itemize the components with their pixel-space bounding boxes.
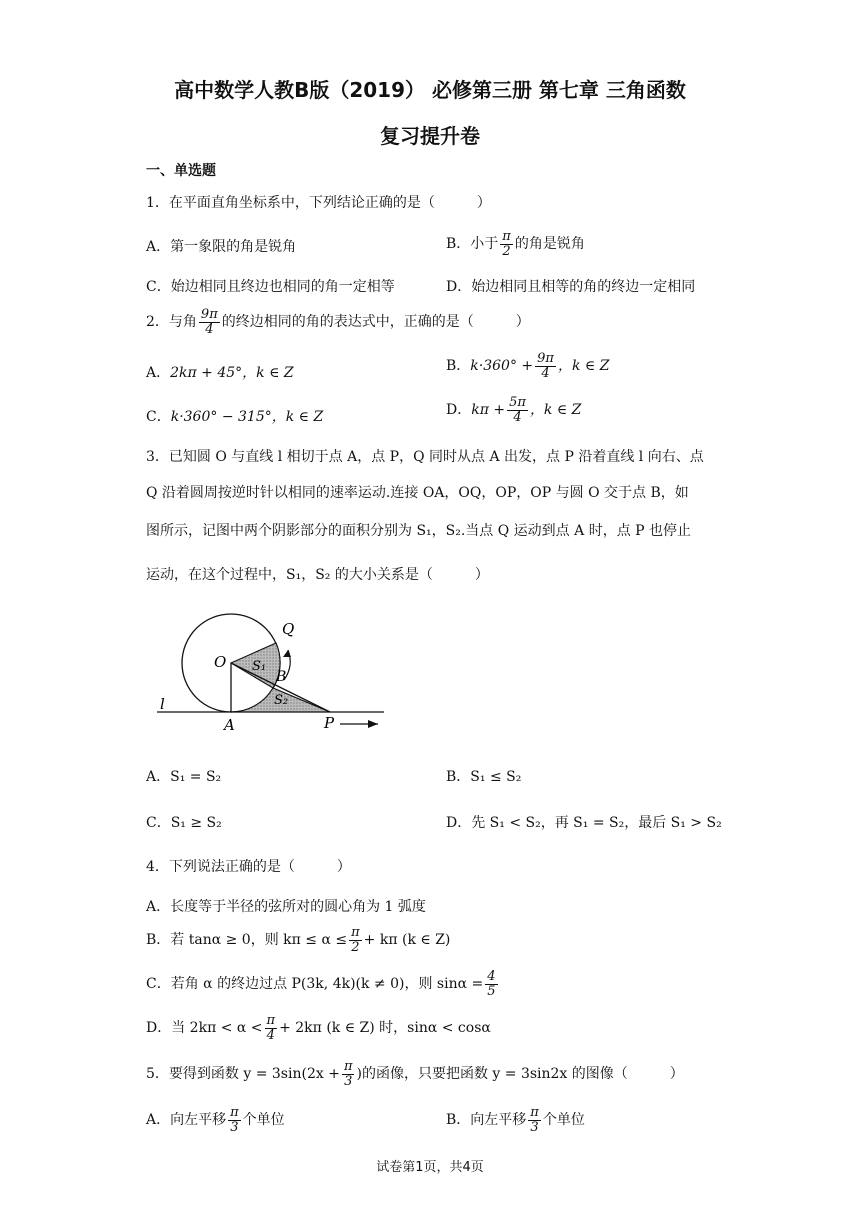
- fraction: $\frac{\pi}{3}$: [343, 1059, 353, 1089]
- label-q: Q: [282, 620, 295, 638]
- label-o: O: [214, 653, 227, 671]
- label-a: A: [224, 716, 235, 734]
- q5-option-b: B．向左平移 $\frac{\pi}{3}$ 个单位: [446, 1105, 585, 1135]
- fraction: $\frac{\pi}{3}$: [530, 1105, 539, 1135]
- q3-option-c: C．S₁ ≥ S₂: [146, 815, 222, 831]
- q1-option-c: C．始边相同且终边也相同的角一定相等: [146, 279, 395, 295]
- label-s1: S₁: [252, 659, 267, 674]
- q3-stem-line-2: Q 沿着圆周按逆时针以相同的速率运动.连接 OA，OQ，OP，OP 与圆 O 交于点 B，如: [146, 485, 689, 501]
- fraction: $\frac{5\pi}{4}$: [509, 395, 526, 425]
- fraction: $\frac{\pi}{4}$: [266, 1013, 276, 1043]
- page-title: 高中数学人教B版（2019） 必修第三册 第七章 三角函数: [174, 78, 686, 102]
- fraction: $\frac{\pi}{3}$: [230, 1105, 239, 1135]
- q2-option-d: D．kπ + $\frac{5\pi}{4}$ ，k ∈ Z: [446, 395, 582, 425]
- fraction: $\frac{\pi}{2}$: [351, 925, 360, 955]
- q3-stem-line-3: 图所示，记图中两个阴影部分的面积分别为 S₁，S₂.当点 Q 运动到点 A 时，点 P 也停止: [146, 523, 692, 539]
- q3-figure: [152, 606, 392, 745]
- fraction: $\frac{4}{5}$: [487, 969, 496, 999]
- label-p: P: [324, 714, 335, 732]
- q4-option-d: D．当 2kπ < α < $\frac{\pi}{4}$ + 2kπ (k ∈ Z) 时，sinα < cosα: [146, 1013, 491, 1043]
- label-l: l: [160, 695, 165, 713]
- q1-stem: 1．在平面直角坐标系中，下列结论正确的是（ ）: [146, 195, 491, 211]
- label-s2: S₂: [274, 693, 289, 708]
- q3-stem-line-4: 运动，在这个过程中，S₁，S₂ 的大小关系是（ ）: [146, 567, 489, 583]
- q1-option-a: A．第一象限的角是锐角: [146, 239, 297, 255]
- label-b: B: [276, 669, 287, 685]
- q3-option-a: A．S₁ = S₂: [146, 769, 222, 785]
- q5-stem: 5．要得到函数 y = 3sin(2x + $\frac{\pi}{3}$ )的函像，只要把函数 y = 3sin2x 的图像（ ）: [146, 1059, 684, 1089]
- q5-option-a: A．向左平移 $\frac{\pi}{3}$ 个单位: [146, 1105, 285, 1135]
- q4-option-c: C．若角 α 的终边过点 P(3k, 4k)(k ≠ 0)，则 sinα = $\frac{4}{5}$: [146, 969, 496, 999]
- q4-option-b: B．若 tanα ≥ 0，则 kπ ≤ α ≤ $\frac{\pi}{2}$ + kπ (k ∈ Z): [146, 925, 451, 955]
- fraction: $\frac{9\pi}{4}$: [200, 307, 218, 337]
- q3-stem-line-1: 3．已知圆 O 与直线 l 相切于点 A，点 P，Q 同时从点 A 出发，点 P 沿着直线 l 向右、点: [146, 449, 704, 465]
- circle-tangent-diagram: [152, 606, 392, 741]
- q2-option-b: B．k·360° + $\frac{9\pi}{4}$ ，k ∈ Z: [446, 351, 610, 381]
- q3-option-d: D．先 S₁ < S₂，再 S₁ = S₂，最后 S₁ > S₂: [446, 815, 722, 831]
- page-subtitle: 复习提升卷: [380, 124, 480, 148]
- q3-option-b: B．S₁ ≤ S₂: [446, 769, 522, 785]
- fraction: $\frac{9\pi}{4}$: [537, 351, 554, 381]
- q2-option-c: C．k·360° − 315°，k ∈ Z: [146, 409, 324, 425]
- q1-option-b: B．小于 $\frac{\pi}{2}$ 的角是锐角: [446, 229, 585, 259]
- fraction: $\frac{\pi}{2}$: [502, 229, 511, 259]
- q2-stem: 2．与角 $\frac{9\pi}{4}$ 的终边相同的角的表达式中，正确的是（ ）: [146, 307, 530, 337]
- q2-option-a: A．2kπ + 45°，k ∈ Z: [146, 365, 294, 381]
- q1-option-d: D．始边相同且相等的角的终边一定相同: [446, 279, 696, 295]
- section-heading: 一、单选题: [146, 163, 216, 179]
- q4-stem: 4．下列说法正确的是（ ）: [146, 859, 351, 875]
- page-footer: 试卷第1页，共4页: [376, 1160, 484, 1175]
- q4-option-a: A．长度等于半径的弦所对的圆心角为 1 弧度: [146, 899, 426, 915]
